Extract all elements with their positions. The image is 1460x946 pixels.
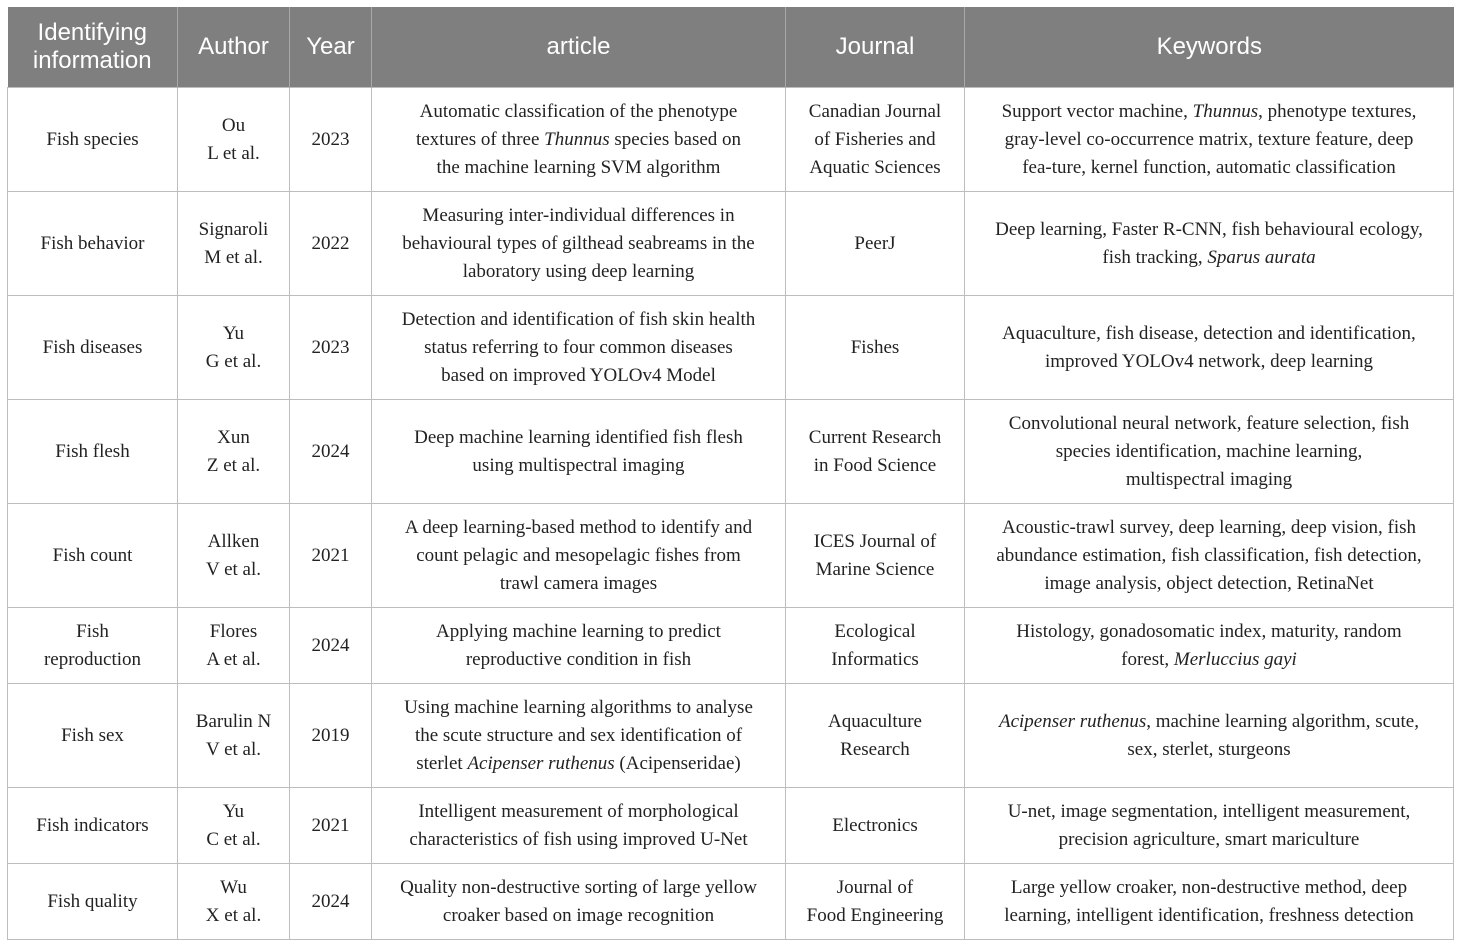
header-year: Year xyxy=(290,7,372,88)
cell-author: Flores A et al. xyxy=(178,608,290,684)
table-row xyxy=(8,192,1454,296)
header-author: Author xyxy=(178,7,290,88)
header-journal: Journal xyxy=(786,7,965,88)
cell-article: Automatic classification of the phenotype textures of three Thunnus species based on the machine learning SVM algorithm xyxy=(372,88,786,192)
cell-article: Measuring inter-individual differences in behavioural types of gilthead seabreams in the laboratory using deep learning xyxy=(372,192,786,296)
cell-author: Yu G et al. xyxy=(178,296,290,400)
cell-year: 2024 xyxy=(290,864,372,940)
cell-keywords: Acipenser ruthenus, machine learning algorithm, scute, sex, sterlet, sturgeons xyxy=(965,684,1454,788)
cell-year: 2022 xyxy=(290,192,372,296)
table-row xyxy=(8,400,1454,504)
cell-year: 2023 xyxy=(290,296,372,400)
cell-keywords: Acoustic-trawl survey, deep learning, deep vision, fish abundance estimation, fish classification, fish detection, image analysis, object detection, RetinaNet xyxy=(965,504,1454,608)
cell-journal: Current Research in Food Science xyxy=(786,400,965,504)
cell-keywords: Support vector machine, Thunnus, phenotype textures, gray-level co-occurrence matrix, texture feature, deep fea-ture, kernel function, automatic classification xyxy=(965,88,1454,192)
header-keywords: Keywords xyxy=(965,7,1454,88)
table-row xyxy=(8,788,1454,864)
cell-article: A deep learning-based method to identify and count pelagic and mesopelagic fishes from trawl camera images xyxy=(372,504,786,608)
cell-identifying-information: Fish flesh xyxy=(8,400,178,504)
cell-keywords: U-net, image segmentation, intelligent measurement, precision agriculture, smart mariculture xyxy=(965,788,1454,864)
cell-identifying-information: Fish sex xyxy=(8,684,178,788)
cell-keywords: Histology, gonadosomatic index, maturity, random forest, Merluccius gayi xyxy=(965,608,1454,684)
cell-article: Applying machine learning to predict reproductive condition in fish xyxy=(372,608,786,684)
cell-author: Wu X et al. xyxy=(178,864,290,940)
cell-identifying-information: Fish indicators xyxy=(8,788,178,864)
table-row xyxy=(8,864,1454,940)
cell-year: 2021 xyxy=(290,788,372,864)
cell-year: 2023 xyxy=(290,88,372,192)
cell-identifying-information: Fish diseases xyxy=(8,296,178,400)
cell-journal: Journal of Food Engineering xyxy=(786,864,965,940)
cell-article: Using machine learning algorithms to analyse the scute structure and sex identification of sterlet Acipenser ruthenus (Acipenseridae) xyxy=(372,684,786,788)
cell-identifying-information: Fish reproduction xyxy=(8,608,178,684)
cell-article: Intelligent measurement of morphological characteristics of fish using improved U-Net xyxy=(372,788,786,864)
cell-author: Signaroli M et al. xyxy=(178,192,290,296)
cell-journal: Fishes xyxy=(786,296,965,400)
cell-author: Barulin N V et al. xyxy=(178,684,290,788)
cell-identifying-information: Fish species xyxy=(8,88,178,192)
table-row xyxy=(8,88,1454,192)
cell-keywords: Aquaculture, fish disease, detection and identification, improved YOLOv4 network, deep learning xyxy=(965,296,1454,400)
cell-journal: Ecological Informatics xyxy=(786,608,965,684)
cell-year: 2024 xyxy=(290,400,372,504)
table-row xyxy=(8,684,1454,788)
cell-keywords: Deep learning, Faster R-CNN, fish behavioural ecology, fish tracking, Sparus aurata xyxy=(965,192,1454,296)
cell-article: Quality non-destructive sorting of large yellow croaker based on image recognition xyxy=(372,864,786,940)
cell-keywords: Large yellow croaker, non-destructive method, deep learning, intelligent identification, freshness detection xyxy=(965,864,1454,940)
cell-journal: Canadian Journal of Fisheries and Aquatic Sciences xyxy=(786,88,965,192)
table-row xyxy=(8,296,1454,400)
cell-identifying-information: Fish count xyxy=(8,504,178,608)
literature-table xyxy=(7,7,1454,940)
table-row xyxy=(8,608,1454,684)
cell-keywords: Convolutional neural network, feature selection, fish species identification, machine learning, multispectral imaging xyxy=(965,400,1454,504)
header-identifying-information: Identifying information xyxy=(8,7,178,88)
cell-year: 2021 xyxy=(290,504,372,608)
cell-year: 2024 xyxy=(290,608,372,684)
cell-identifying-information: Fish behavior xyxy=(8,192,178,296)
cell-journal: ICES Journal of Marine Science xyxy=(786,504,965,608)
cell-author: Ou L et al. xyxy=(178,88,290,192)
cell-author: Xun Z et al. xyxy=(178,400,290,504)
cell-journal: Aquaculture Research xyxy=(786,684,965,788)
header-row xyxy=(8,7,1454,88)
cell-identifying-information: Fish quality xyxy=(8,864,178,940)
header-article: article xyxy=(372,7,786,88)
cell-journal: Electronics xyxy=(786,788,965,864)
cell-article: Detection and identification of fish skin health status referring to four common diseases based on improved YOLOv4 Model xyxy=(372,296,786,400)
cell-author: Yu C et al. xyxy=(178,788,290,864)
cell-author: Allken V et al. xyxy=(178,504,290,608)
table-row xyxy=(8,504,1454,608)
cell-journal: PeerJ xyxy=(786,192,965,296)
cell-year: 2019 xyxy=(290,684,372,788)
cell-article: Deep machine learning identified fish flesh using multispectral imaging xyxy=(372,400,786,504)
